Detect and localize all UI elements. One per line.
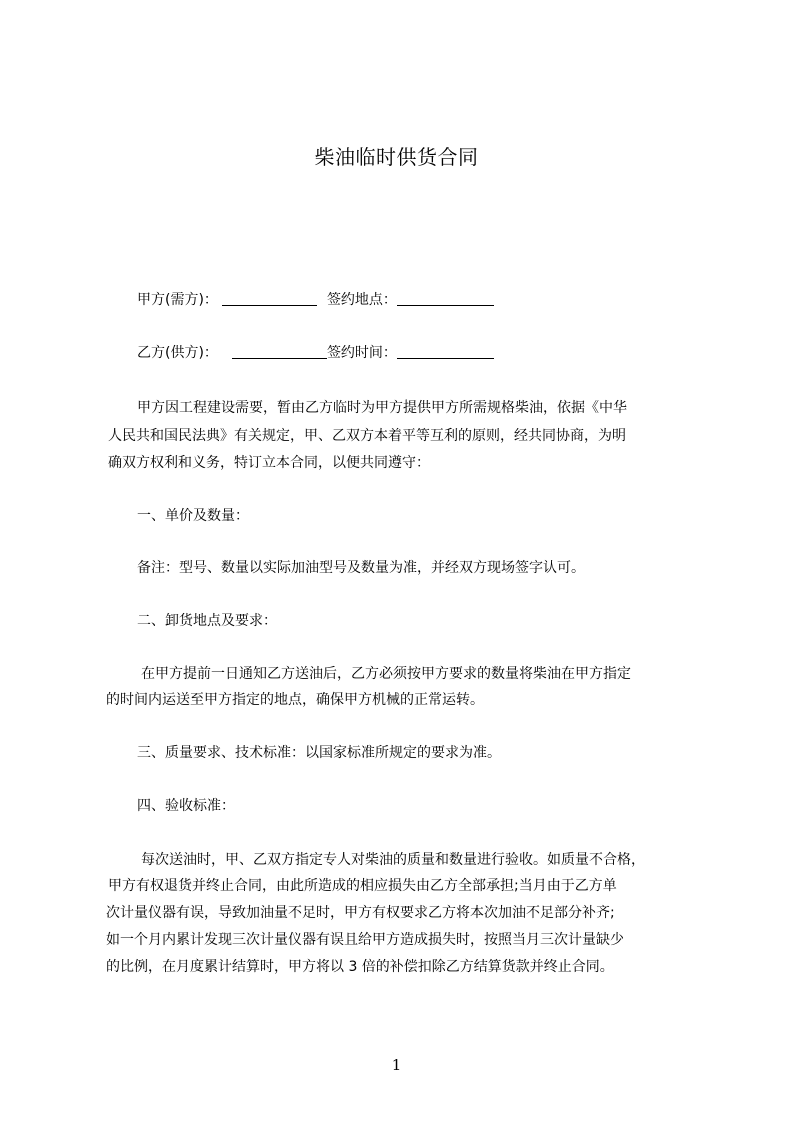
party-a-line	[137, 290, 494, 310]
remark: 备注：型号、数量以实际加油型号及数量为准，并经双方现场签字认可。	[137, 560, 585, 576]
section3: 三、质量要求、技术标准：以国家标准所规定的要求为准。	[137, 745, 501, 761]
section4-line-1: 每次送油时，甲、乙双方指定专人对柴油的质量和数量进行验收。如质量不合格，	[141, 852, 645, 868]
signing-place-blank	[397, 291, 494, 306]
section4-line-5: 的比例，在月度累计结算时，甲方将以 3 倍的补偿扣除乙方结算货款并终止合同。	[106, 959, 614, 975]
party-b-line	[137, 343, 494, 363]
document-title: 柴油临时供货合同	[314, 145, 479, 169]
signing-place-label: 签约地点：	[326, 292, 397, 308]
section2-line-2: 的时间内运送至甲方指定的地点，确保甲方机械的正常运转。	[106, 692, 484, 708]
party-b-blank	[232, 344, 327, 359]
section4-heading: 四、验收标准：	[137, 798, 235, 814]
section2-heading: 二、卸货地点及要求：	[137, 613, 277, 629]
page-number: 1	[391, 1056, 402, 1074]
signing-time-label: 签约时间：	[326, 345, 397, 361]
intro-line-1: 甲方因工程建设需要，暂由乙方临时为甲方提供甲方所需规格柴油，依据《中华	[137, 400, 627, 416]
party-b-label: 乙方(供方)：	[137, 345, 218, 361]
signing-time-blank	[397, 344, 494, 359]
section4-line-4: 如一个月内累计发现三次计量仪器有误且给甲方造成损失时，按照当月三次计量缺少	[106, 932, 624, 948]
section1-heading: 一、单价及数量：	[137, 508, 249, 524]
intro-line-2: 人民共和国民法典》有关规定，甲、乙双方本着平等互利的原则，经共同协商，为明	[108, 428, 626, 444]
section4-line-3: 次计量仪器有误，导致加油量不足时，甲方有权要求乙方将本次加油不足部分补齐;	[106, 905, 615, 921]
section4-line-2: 甲方有权退货并终止合同，由此所造成的相应损失由乙方全部承担;当月由于乙方单	[108, 878, 617, 894]
party-a-blank	[222, 291, 317, 306]
intro-line-3: 确双方权利和义务，特订立本合同，以便共同遵守：	[108, 455, 430, 471]
party-a-label: 甲方(需方)：	[137, 292, 218, 308]
section2-line-1: 在甲方提前一日通知乙方送油后，乙方必须按甲方要求的数量将柴油在甲方指定	[141, 666, 631, 682]
